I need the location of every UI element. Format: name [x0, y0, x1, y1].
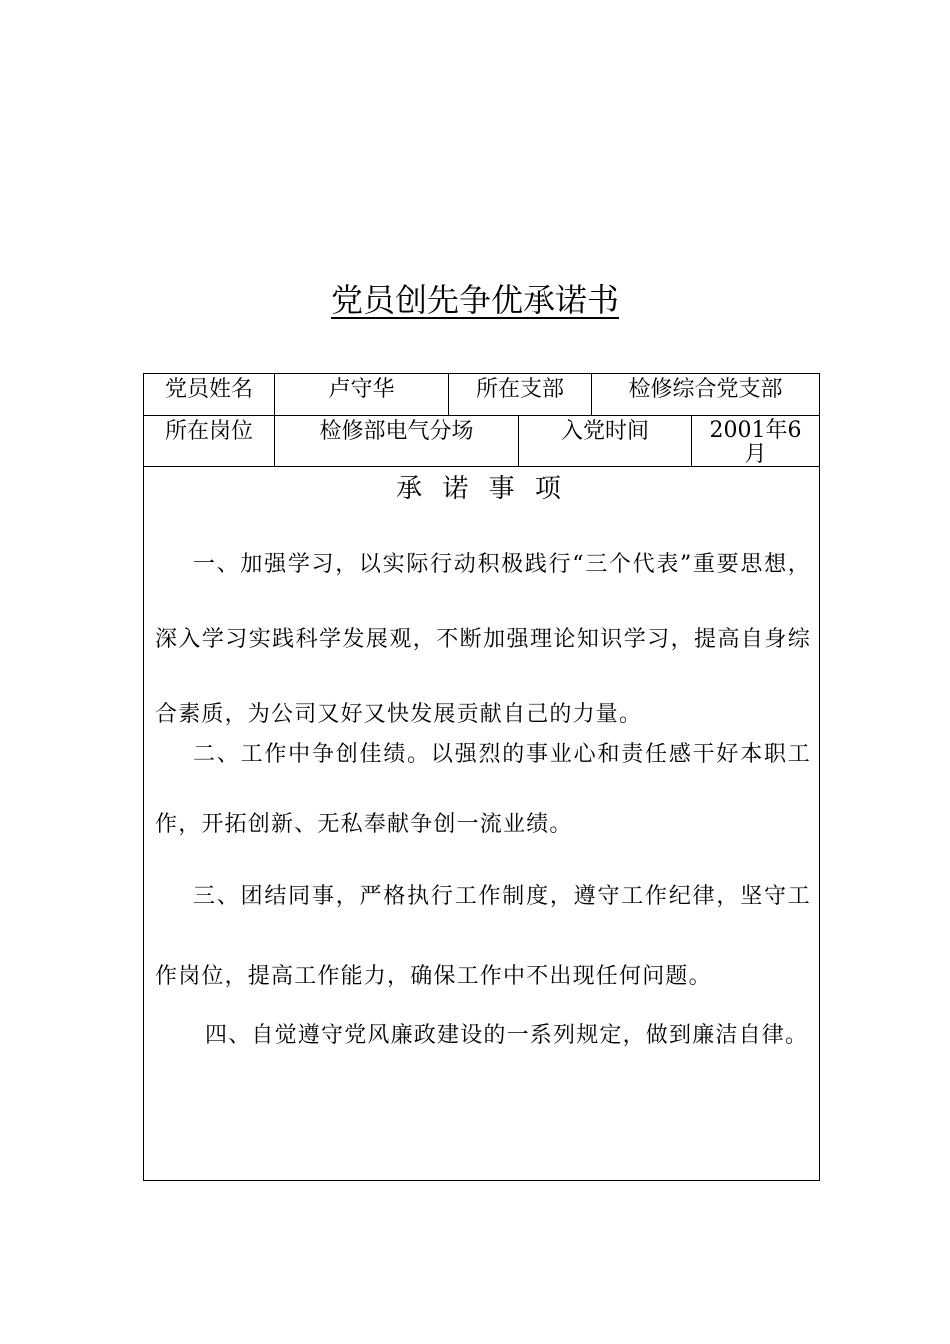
- form-row-post: [144, 416, 819, 467]
- commitment-item: 二、工作中争创佳绩。以强烈的事业心和责任感干好本职工作，开拓创新、无私奉献争创一流业绩。: [155, 742, 811, 837]
- join-date-label: 入党时间: [518, 416, 691, 466]
- form-row-identity: [144, 374, 819, 416]
- commitment-form: [143, 373, 820, 1181]
- post-label: 所在岗位: [164, 419, 253, 444]
- document-title: [0, 278, 950, 322]
- commitments-section: [144, 467, 819, 1180]
- commitments-heading: 承 诺 事 项: [396, 474, 567, 504]
- post-value: 检修部电气分场: [274, 416, 518, 466]
- branch-label: 所在支部: [448, 374, 591, 415]
- member-name-label: 党员姓名: [164, 377, 253, 402]
- branch-value: 检修综合党支部: [591, 374, 819, 415]
- commitment-item: 四、自觉遵守党风廉政建设的一系列规定，做到廉洁自律。: [205, 1023, 809, 1048]
- member-name-value: 卢守华: [274, 374, 448, 415]
- commitment-item: 一、加强学习，以实际行动积极践行“三个代表”重要思想，深入学习实践科学发展观，不断加强理论知识学习，提高自身综合素质，为公司又好又快发展贡献自己的力量。: [155, 552, 811, 727]
- join-date-value: 2001年6月: [691, 416, 819, 466]
- commitment-item: 三、团结同事，严格执行工作制度，遵守工作纪律，坚守工作岗位，提高工作能力，确保工作中不出现任何问题。: [155, 884, 811, 989]
- document-title-text: 党员创先争优承诺书: [330, 281, 619, 319]
